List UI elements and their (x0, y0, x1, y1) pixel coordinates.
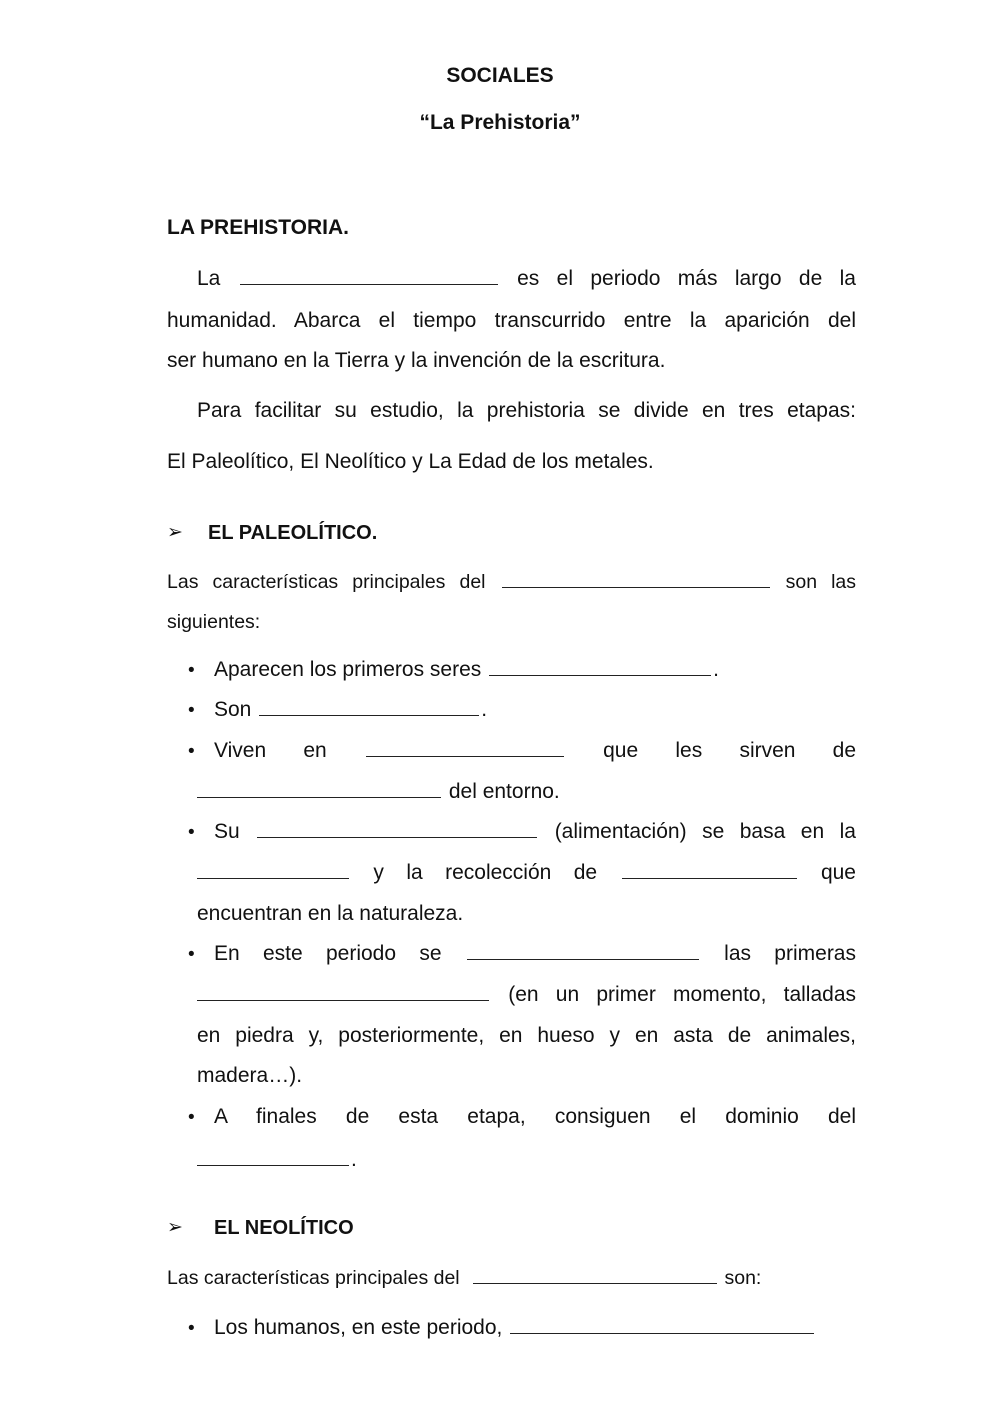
fill-blank[interactable] (259, 714, 479, 716)
list-item-continuation: encuentran en la naturaleza. (197, 902, 464, 925)
fill-blank[interactable] (467, 958, 699, 960)
paragraph-line: El Paleolítico, El Neolítico y La Edad de los metales. (167, 450, 654, 473)
fill-blank[interactable] (510, 1332, 814, 1334)
fill-blank[interactable] (502, 586, 770, 588)
section-heading: LA PREHISTORIA. (167, 216, 350, 239)
page-title: “La Prehistoria” (419, 111, 581, 134)
text-fragment: . (351, 1148, 357, 1171)
text-fragment: de (832, 739, 857, 762)
list-item-continuation (197, 1148, 357, 1172)
list-item-continuation (197, 780, 560, 804)
text-fragment: Las características principales del (167, 1267, 460, 1289)
fill-blank[interactable] (257, 836, 537, 838)
list-item-continuation: madera…). (197, 1064, 303, 1087)
text-fragment: es el periodo más largo de la (517, 267, 856, 290)
list-item (214, 739, 856, 763)
text-fragment: Viven (214, 739, 267, 762)
bullet-icon: • (188, 741, 195, 762)
bullet-icon: • (188, 822, 195, 843)
arrow-bullet-icon: ➢ (167, 1217, 183, 1238)
text-fragment: . (481, 698, 488, 721)
bullet-icon: • (188, 944, 195, 965)
text-fragment: Aparecen los primeros seres (214, 658, 482, 681)
text-fragment: y la recolección de (373, 861, 598, 884)
list-item (214, 942, 856, 966)
bullet-icon: • (188, 700, 195, 721)
fill-blank[interactable] (197, 999, 489, 1001)
list-item (214, 820, 856, 844)
text-fragment: . (713, 658, 719, 681)
text-fragment: (alimentación) se basa en la (554, 820, 856, 843)
list-item-continuation: en piedra y, posteriormente, en hueso y en asta de animales, (197, 1024, 856, 1047)
text-fragment: La (197, 267, 221, 290)
text-fragment: del entorno. (448, 780, 560, 803)
bullet-icon: • (188, 660, 195, 681)
text-fragment: que (820, 861, 856, 884)
list-item-continuation (197, 983, 856, 1007)
text-fragment: les (675, 739, 703, 762)
text-fragment: (en un primer momento, talladas (508, 983, 856, 1006)
text-fragment: Su (214, 820, 240, 843)
paragraph-line (167, 1267, 761, 1290)
bullet-icon: • (188, 1318, 195, 1339)
text-fragment: sirven (739, 739, 796, 762)
paragraph-line (167, 571, 856, 594)
fill-blank[interactable] (489, 674, 711, 676)
subject-title: SOCIALES (446, 64, 554, 87)
fill-blank[interactable] (197, 796, 441, 798)
list-item (214, 698, 487, 722)
bullet-icon: • (188, 1107, 195, 1128)
text-fragment: Son (214, 698, 252, 721)
fill-blank[interactable] (473, 1282, 717, 1284)
subsection-heading: EL NEOLÍTICO (214, 1217, 354, 1239)
list-item (214, 1316, 816, 1340)
text-fragment: Los humanos, en este periodo, (214, 1316, 503, 1339)
fill-blank[interactable] (197, 877, 349, 879)
text-fragment: que (603, 739, 639, 762)
fill-blank[interactable] (197, 1164, 349, 1166)
paragraph-line (167, 267, 856, 291)
list-item (214, 658, 719, 682)
paragraph-line: humanidad. Abarca el tiempo transcurrido entre la aparición del (167, 309, 856, 332)
fill-blank[interactable] (240, 283, 498, 285)
arrow-bullet-icon: ➢ (167, 522, 183, 543)
text-fragment: son: (724, 1267, 762, 1289)
text-fragment: En este periodo se (214, 942, 442, 965)
subsection-heading: EL PALEOLÍTICO. (208, 522, 378, 544)
paragraph-line: siguientes: (167, 611, 261, 633)
text-fragment: en (303, 739, 327, 762)
list-item-continuation (197, 861, 856, 885)
paragraph-line: Para facilitar su estudio, la prehistoria se divide en tres etapas: (197, 399, 856, 422)
list-item: A finales de esta etapa, consiguen el dominio del (214, 1105, 856, 1128)
text-fragment: son las (785, 571, 856, 593)
fill-blank[interactable] (622, 877, 797, 879)
fill-blank[interactable] (366, 755, 564, 757)
paragraph-line: ser humano en la Tierra y la invención de la escritura. (167, 349, 666, 372)
text-fragment: las primeras (724, 942, 856, 965)
text-fragment: Las características principales del (167, 571, 486, 593)
